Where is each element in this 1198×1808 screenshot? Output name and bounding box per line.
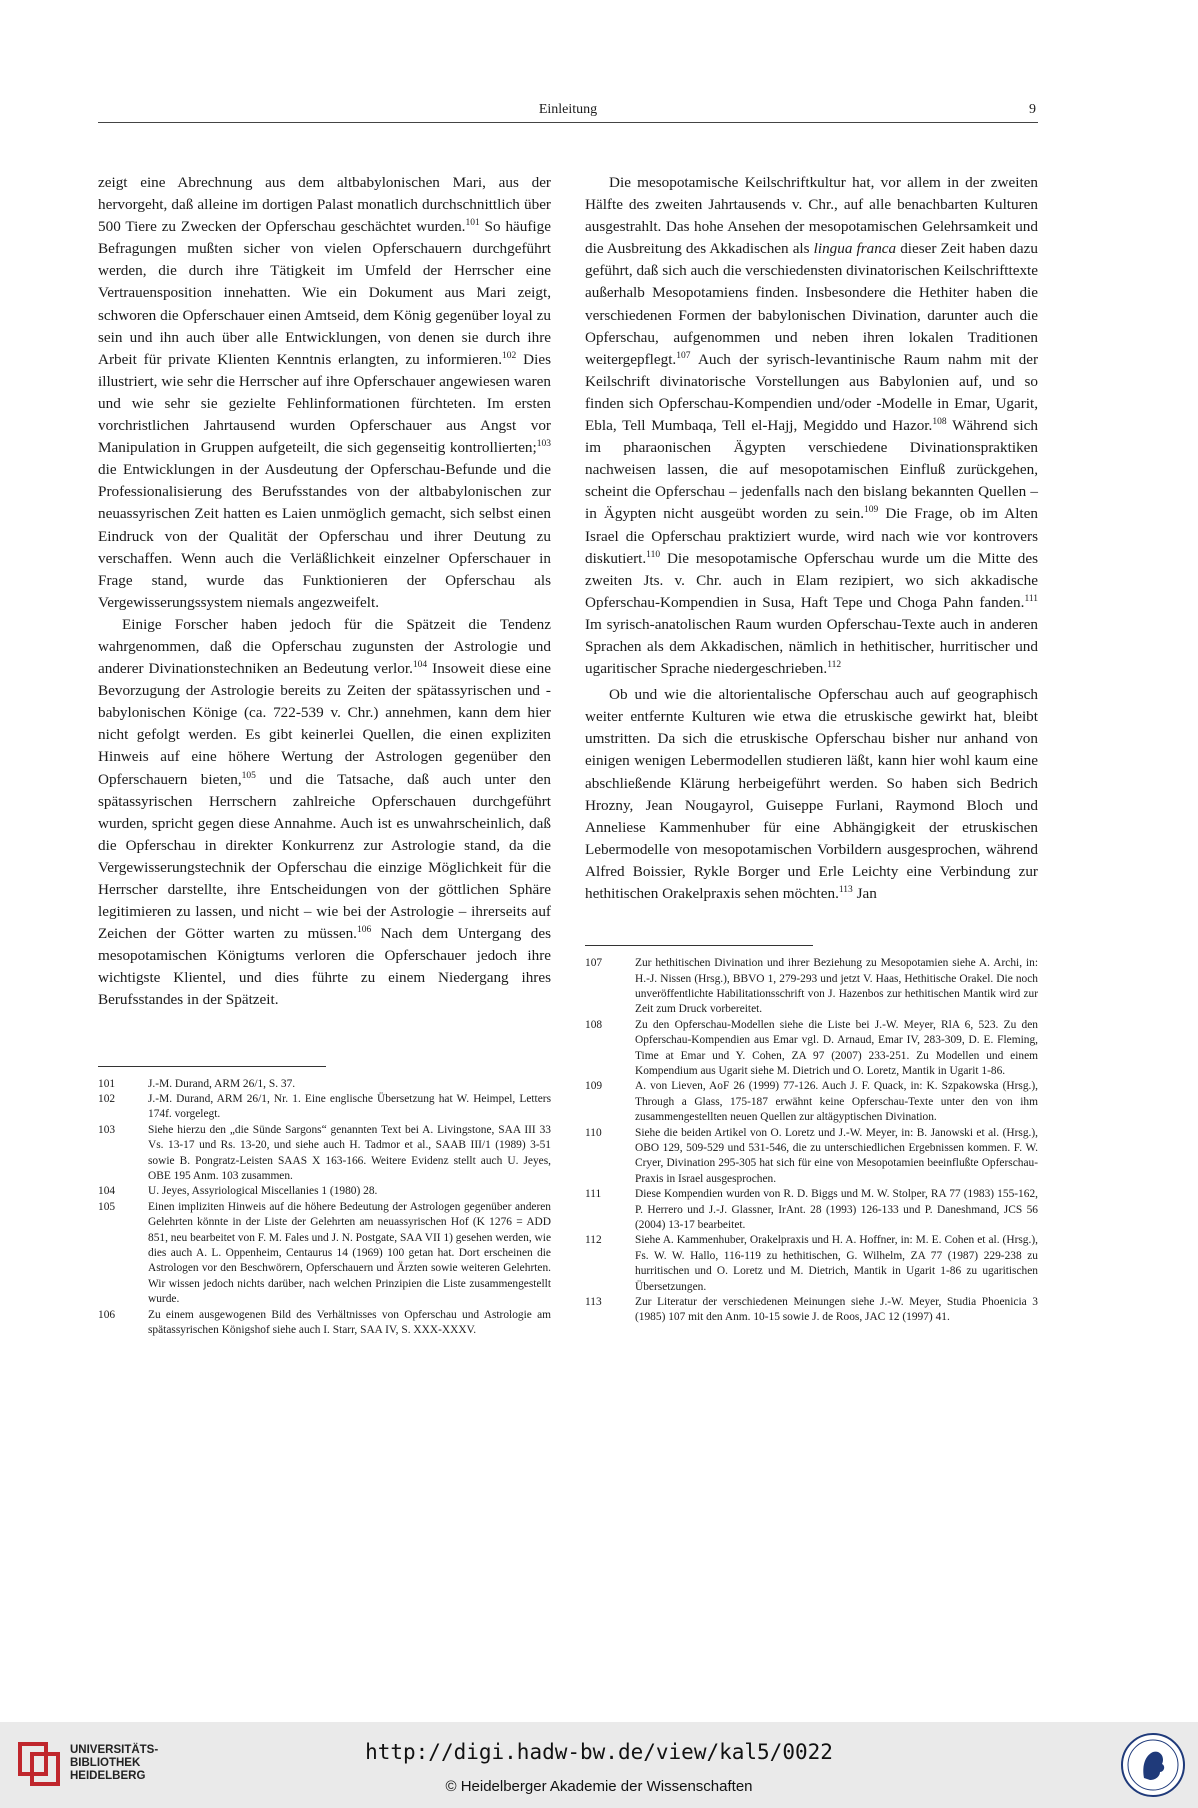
footnote-ref[interactable]: 104 xyxy=(412,660,428,671)
footnote: 108 Zu den Opferschau-Modellen siehe die Liste bei J.-W. Meyer, RlA 6, 523. Zu den Opferschau-Kompendien aus Emar vgl. D. Arnaud, Emar IV, 283-309, D. E. Fleming, Time at Emar und Y. Cohen, ZA 97 (2007) 233-251. Zu Modellen und einem Kompendium aus Ugarit siehe M. Dietrich und O. Loretz, Mantik in Ugarit 1-86. xyxy=(585,1018,1038,1077)
footnote: 105 Einen impliziten Hinweis auf die höhere Bedeutung der Astrologen gegenüber anderen Gelehrten könnte in der Liste der Gelehrten am neuassyrischen Hof (K 1276 = ADD 851, neu bearbeitet von F. M. Fales und J. N. Postgate, SAA VII 1) gesehen werden, wie dies auch A. L. Oppenheim, Centaurus 14 (1969) 100 getan hat. Dort erscheinen die Astrologen vor den Beschwörern, Opferschauern und Ärzten sowie weiteren Gelehrten. Wir wissen jedoch nichts darüber, nach welchen Prinzipien die Liste zusammengestellt wurde. xyxy=(98,1200,551,1306)
footnote-ref[interactable]: 106 xyxy=(356,925,372,936)
footer-bar xyxy=(0,1722,1198,1808)
library-name: UNIVERSITÄTS- BIBLIOTHEK HEIDELBERG xyxy=(70,1744,159,1782)
footnote: 107 Zur hethitischen Divination und ihrer Beziehung zu Mesopotamien siehe A. Archi, in: H.-J. Nissen (Hrsg.), BBVO 1, 279-293 und jetzt V. Haas, Hethitische Orakel. Die noch unveröffentlichte Habilitationsschrift von J. Hazenbos zur hethitischen Mantik wird zur Zeit zum Druck vorbereitet. xyxy=(585,957,1038,1016)
footnote-ref[interactable]: 112 xyxy=(827,660,842,671)
copyright-notice: © Heidelberger Akademie der Wissenschaften xyxy=(445,1778,753,1795)
footnote: 111 Diese Kompendien wurden von R. D. Biggs und M. W. Stolper, RA 77 (1983) 155-162, P. Herrero und J.-J. Glassner, IrAnt. 28 (1993) 126-133 und P. Daneshmand, JCS 56 (2004) 13-17 bearbeitet. xyxy=(585,1188,1038,1231)
footnote: 106 Zu einem ausgewogenen Bild des Verhältnisses von Opferschau und Astrologie am spätassyrischen Königshof siehe auch I. Starr, SAA IV, S. XXX-XXXV. xyxy=(98,1308,551,1337)
paragraph: zeigt eine Abrechnung aus dem altbabylonischen Mari, aus der hervorgeht, daß alleine im dortigen Palast monatlich durchschnittlich über 500 Tiere zu Zwecken der Opferschau geschächtet wurden.$^{101}$ So häufige Befragungen mußten sicher von vielen Opferschauern durchgeführt werden, die durch ihre Tätigkeit im Umfeld der Herrscher eine Vertrauensposition innehatten. Wie ein Dokument aus Mari zeigt, schworen die Opferschauer einen Amtseid, dem König gegenüber loyal zu sein und ihn auch über alle Entwicklungen, von denen sie durch ihre Arbeit für private Klienten Kenntnis erlangten, zu informieren.$^{102}$ Dies illustriert, wie sehr die Herrscher auf ihre Opferschauer angewiesen waren und wie sehr sie gezielte Fehlinformationen fürchteten. Im ersten vorchristlichen Jahrtausend wurden Opferschauer aus Angst vor Manipulation in Gruppen aufgeteilt, die sich gegenseitig kontrollierten;$^{103}$ die Entwicklungen in der Ausdeutung der Opferschau-Befunde und die Professionalisierung des Berufsstandes von der altbabylonischen zur neuassyrischen Zeit hatten es Laien unmöglich gemacht, sich selbst einen Eindruck von der Qualität der Opferschau und ihrer Deutung zu verschaffen. Wenn auch die Verläßlichkeit einzelner Opferschauer in Frage stand, wurde das Funktionieren der Opferschau als Vergewisserungssystem niemals angezweifelt. xyxy=(98,174,551,611)
footnote-ref[interactable]: 105 xyxy=(241,770,256,781)
source-url[interactable]: http://digi.hadw-bw.de/view/kal5/0022 xyxy=(365,1740,833,1764)
footnote: 103 Siehe hierzu den „die Sünde Sargons“ genannten Text bei A. Livingstone, SAA III 33 Vs. 13-17 und Rs. 13-20, und siehe auch H. Tadmor et al., SAAB III/1 (1989) 3-51 sowie B. Pongratz-Leisten SAAS X 163-166. Weitere Evidenz stellt auch U. Jeyes, OBE 195 Anm. 103 zusammen. xyxy=(98,1123,551,1182)
footnote: 104 U. Jeyes, Assyriological Miscellanies 1 (1980) 28. xyxy=(98,1185,378,1198)
page-number: 9 xyxy=(1029,102,1036,117)
footnote-ref[interactable]: 103 xyxy=(536,439,551,450)
footnote-ref[interactable]: 109 xyxy=(864,505,879,516)
footnote-ref[interactable]: 110 xyxy=(646,549,661,560)
left-column xyxy=(98,172,551,1338)
right-body-text xyxy=(585,172,1038,905)
footnote: 101 J.-M. Durand, ARM 26/1, S. 37. xyxy=(98,1077,296,1090)
right-footnotes xyxy=(585,956,1038,1326)
academy-seal-icon xyxy=(1120,1732,1186,1798)
footnote-rule xyxy=(98,1066,326,1067)
footnote-ref[interactable]: 111 xyxy=(1024,593,1038,604)
left-footnotes xyxy=(98,1077,551,1339)
footnote: 113 Zur Literatur der verschiedenen Meinungen siehe J.-W. Meyer, Studia Phoenicia 3 (1985) 107 mit den Anm. 10-15 sowie J. de Roos, JAC 12 (1997) 41. xyxy=(585,1296,1038,1324)
paragraph: Die mesopotamische Keilschriftkultur hat, vor allem in der zweiten Hälfte des zweiten Jahrtausends v. Chr., auf alle benachbarten Kulturen ausgestrahlt. Das hohe Ansehen der mesopotamischen Gelehrsamkeit und die Ausbreitung des Akkadischen als lingua franca dieser Zeit haben dazu geführt, daß sich auch die verschiedensten divinatorischen Keilschrifttexte außerhalb Mesopotamiens finden. Insbesondere die Hethiter haben die verschiedenen Formen der babylonischen Divination, darunter auch die Opferschau, aufgenommen und neben ihren lokalen Traditionen weitergepflegt.$^{107}$ Auch der syrisch-levantinische Raum nahm mit der Keilschrift divinatorische Vorstellungen aus Babylonien auf, und so finden sich Opferschau-Kompendien und/oder -Modelle in Emar, Ugarit, Ebla, Tell Mumbaqa, Tell el-Hajj, Megiddo und Hazor.$^{108}$ Während sich im pharaonischen Ägypten verschiedene Divinationspraktiken nachweisen lassen, die auf mesopotamischen Einfluß zurückgehen, scheint die Opferschau – jedenfalls nach den bislang bekannten Quellen – in Ägypten nicht ausgeübt worden zu sein.$^{109}$ Die Frage, ob im Alten Israel die Opferschau praktiziert wurde, wird nach wie vor kontrovers diskutiert.$^{110}$ Die mesopotamische Opferschau wurde um die Mitte des zweiten Jts. v. Chr. auch in Elam rezipiert, wo sich akkadische Opferschau-Kompendien in Susa, Haft Tepe und Choga Pahn fanden.$^{111}$ Im syrisch-anatolischen Raum wurden Opferschau-Texte auch in anderen Sprachen als dem Akkadischen, nämlich in hethitischer, hurritischer und ugaritischer Sprache niedergeschrieben.$^{112}$ xyxy=(585,174,1039,678)
footnote-ref[interactable]: 107 xyxy=(676,350,691,361)
footnote: 109 A. von Lieven, AoF 26 (1999) 77-126. Auch J. F. Quack, in: K. Szpakowska (Hrsg.), Through a Glass, 175-187 erwähnt keine Opferschau-Texte unter den von ihm zusammengestellten neuen Quellen zur altägyptischen Divination. xyxy=(585,1080,1038,1124)
paragraph: Ob und wie die altorientalische Opferschau auch auf geographisch weiter entfernte Kulturen wie etwa die etruskische gewirkt hat, bleibt umstritten. Da sich die etruskische Opferschau bisher nur anhand von einigen wenigen Lebermodellen studieren läßt, kann hier wohl kaum eine abschließende Klärung herbeigeführt werden. So haben sich Bedrich Hrozny, Jean Nougayrol, Guiseppe Furlani, Raymond Bloch und Anneliese Kammenhuber für eine Abhängigkeit der etruskischen Lebermodelle von mesopotamischen Vorbildern ausgesprochen, während Alfred Boissier, Rykle Borger und Erle Leichty eine Verbindung zur hethitischen Orakelpraxis sehen möchten.$^{113}$ Jan xyxy=(585,686,1038,902)
paragraph: Einige Forscher haben jedoch für die Spätzeit die Tendenz wahrgenommen, daß die Opferschau zugunsten der Astrologie und anderer Divinationstechniken an Bedeutung verlor.$^{104}$ Insoweit diese eine Bevorzugung der Astrologie bereits zu Zeiten der spätassyrischen und -babylonischen Könige (ca. 722-539 v. Chr.) annehmen, kann dem hier nicht gefolgt werden. Es gibt keinerlei Quellen, die einen expliziten Hinweis auf eine höhere Wertung der Astrologen gegenüber den Opferschauern bieten,$^{105}$ und die Tatsache, daß auch unter den spätassyrischen Herrschern zahlreiche Opferschauen durchgeführt wurden, spricht gegen diese Annahme. Auch ist es unwahrscheinlich, daß die Opferschau in direkter Konkurrenz zur Astrologie stand, da die Vergewisserungstechnik der Opferschau die einzige Möglichkeit für die Herrscher darstellte, ihre Entscheidungen von der göttlichen Sphäre legitimieren zu lassen, und nicht – wie bei der Astrologie – ihrerseits auf Zeichen der Götter warten zu müssen.$^{106}$ Nach dem Untergang des mesopotamischen Königtums verloren die Opferschauer jedoch ihre wichtigste Klientel, und dies führte zu einem Niedergang ihres Berufsstandes in der Spätzeit. xyxy=(98,615,551,1009)
running-head xyxy=(98,100,1038,123)
footnote-ref[interactable]: 101 xyxy=(465,218,480,229)
footnote: 102 J.-M. Durand, ARM 26/1, Nr. 1. Eine englische Übersetzung hat W. Heimpel, Letters 174f. vorgelegt. xyxy=(98,1092,551,1121)
footnote: 110 Siehe die beiden Artikel von O. Loretz und J.-W. Meyer, in: B. Janowski et al. (Hrsg.), OBO 129, 509-529 und 531-546, die zu unterschiedlichen Ergebnissen kommen. F. W. Cryer, Divination 295-305 hat sich für eine von Mesopotamien beeinflußte Opferschau-Praxis in Israel ausgesprochen. xyxy=(585,1126,1038,1185)
left-body-text xyxy=(98,172,551,1012)
footnote: 112 Siehe A. Kammenhuber, Orakelpraxis und H. A. Hoffner, in: M. E. Cohen et al. (Hrsg.), Fs. W. W. Hallo, 116-119 zu hethitischen, G. Wilhelm, ZA 77 (1987) 229-238 zu hurritischen und O. Loretz und M. Dietrich, Mantik in Ugarit 1-86 zu ugaritischen Übersetzungen. xyxy=(585,1234,1038,1293)
running-head-title: Einleitung xyxy=(538,102,598,117)
footnote-ref[interactable]: 108 xyxy=(932,417,947,428)
right-column xyxy=(585,172,1038,1326)
footnote-ref[interactable]: 102 xyxy=(502,350,517,361)
footnote-rule xyxy=(585,945,813,946)
footnote-ref[interactable]: 113 xyxy=(838,885,853,895)
